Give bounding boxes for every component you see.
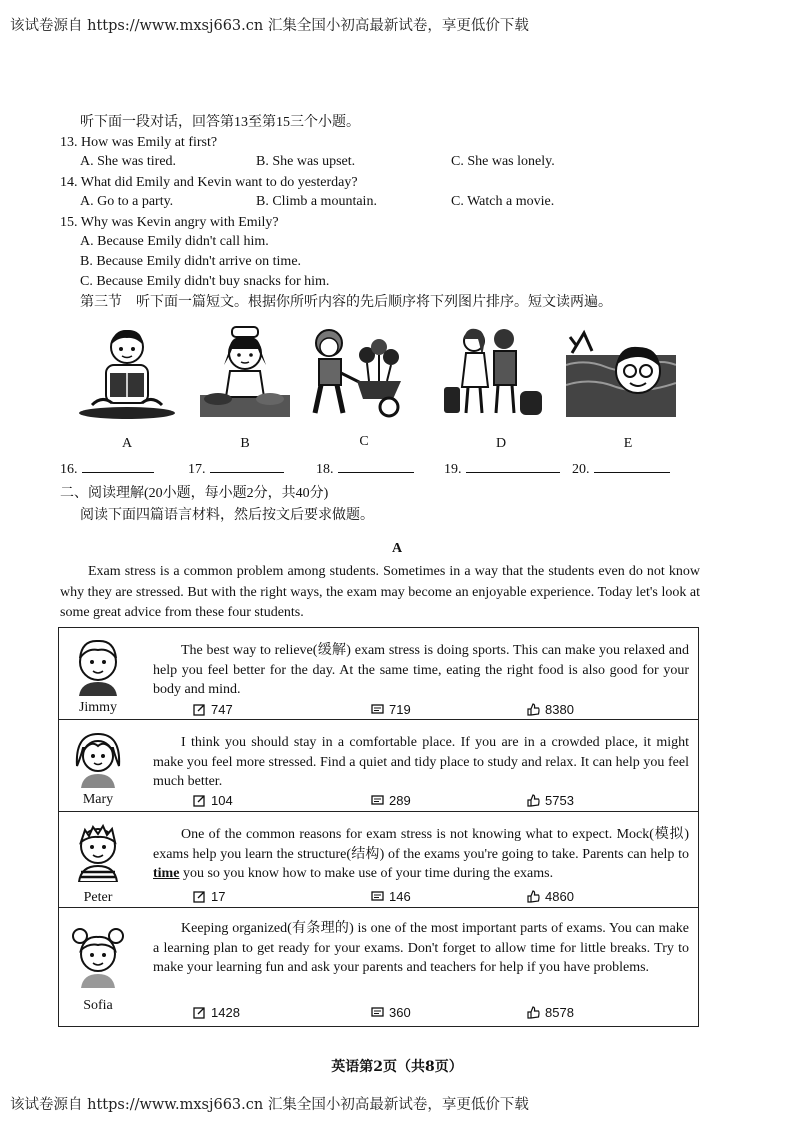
intro-paragraph: Exam stress is a common problem among students. Sometimes in a way that the students even do not know why they are stressed. But with the right ways, the exam may become an enjoyable experience. Today let's look at some great advice from these four students. [60, 564, 700, 620]
comment-icon [371, 890, 384, 903]
edit-icon [193, 890, 206, 903]
blank-number: 18. [316, 462, 334, 477]
comment-icon [371, 1006, 384, 1019]
comment-count[interactable]: 719 [371, 702, 411, 717]
q13-option-b: B. She was upset. [256, 154, 356, 169]
post-author: Jimmy [78, 700, 118, 715]
post-author: Sofia [83, 998, 113, 1013]
mary-avatar [67, 726, 129, 788]
q15-option-c: C. Because Emily didn't buy snacks for him. [80, 274, 330, 289]
like-count[interactable]: 5753 [527, 793, 574, 808]
q14-option-c: C. Watch a movie. [451, 194, 555, 209]
picture-label-c: C [359, 434, 369, 449]
answer-blank-20[interactable] [572, 458, 670, 478]
q13-option-a: A. She was tired. [80, 154, 177, 169]
edit-count[interactable]: 1428 [193, 1005, 240, 1020]
thumbs-up-icon [527, 1006, 540, 1019]
q13-option-c: C. She was lonely. [451, 154, 555, 169]
post-row-jimmy [59, 628, 698, 720]
swimming-girl-picture [566, 325, 676, 420]
post-row-mary [59, 720, 698, 812]
underlined-word: time [153, 866, 180, 881]
question-15: 15. Why was Kevin angry with Emily? [60, 215, 279, 230]
source-banner-top: 该试卷源自 https://www.mxsj663.cn 汇集全国小初高最新试卷，享更低价下载 [10, 18, 529, 34]
source-banner-bottom: 该试卷源自 https://www.mxsj663.cn 汇集全国小初高最新试卷，享更低价下载 [10, 1097, 529, 1113]
travelers-picture [440, 325, 550, 420]
sofia-avatar [67, 926, 129, 988]
picture-label-d: D [495, 436, 507, 451]
cooking-girl-picture [190, 325, 300, 420]
comment-count[interactable]: 146 [371, 889, 411, 904]
passage-label: A [391, 541, 403, 556]
post-text: The best way to relieve(缓解) exam stress is doing sports. This can make you relaxed and help you feel better for the day. At the same time, eating the right food is also good for your body and mind. [153, 643, 689, 697]
like-count[interactable]: 8578 [527, 1005, 574, 1020]
part2-instruction: 阅读下面四篇语言材料，然后按文后要求做题。 [80, 508, 374, 523]
edit-icon [193, 794, 206, 807]
comment-icon [371, 703, 384, 716]
like-count[interactable]: 4860 [527, 889, 574, 904]
edit-count[interactable]: 747 [193, 702, 233, 717]
section3-title: 第三节 听下面一篇短文。根据你所听内容的先后顺序将下列图片排序。短文读两遍。 [80, 295, 612, 310]
thumbs-up-icon [527, 703, 540, 716]
edit-icon [193, 1006, 206, 1019]
picture-label-e: E [623, 436, 633, 451]
answer-blank-17[interactable] [188, 458, 284, 478]
edit-icon [193, 703, 206, 716]
post-row-peter [59, 812, 698, 908]
reading-boy-picture [72, 325, 182, 420]
picture-label-a: A [121, 436, 133, 451]
post-text: I think you should stay in a comfortable place. If you are in a crowded place, it might make you feel more stressed. Find a quiet and tidy place to study and relax. It can help you feel much better. [153, 735, 689, 789]
post-row-sofia [59, 908, 698, 1025]
like-count[interactable]: 8380 [527, 702, 574, 717]
gardening-boy-picture [305, 325, 415, 420]
answer-blank-18[interactable] [316, 458, 414, 478]
answer-blank-19[interactable] [444, 458, 560, 478]
part2-title: 二、阅读理解(20小题，每小题2分，共40分) [60, 486, 329, 501]
comment-count[interactable]: 360 [371, 1005, 411, 1020]
edit-count[interactable]: 104 [193, 793, 233, 808]
dialog-intro: 听下面一段对话，回答第13至第15三个小题。 [80, 115, 360, 130]
blank-number: 16. [60, 462, 78, 477]
advice-table [58, 627, 699, 1027]
q14-option-a: A. Go to a party. [80, 194, 174, 209]
jimmy-avatar [67, 634, 129, 696]
post-author: Mary [82, 792, 114, 807]
q15-option-b: B. Because Emily didn't arrive on time. [80, 254, 302, 269]
post-text: Keeping organized(有条理的) is one of the most important parts of exams. You can make a learning plan to get ready for your exams. Don't forget to allow time for little breaks. Try to make your learning fun and ask your parents and teachers for help if you have problems. [153, 921, 689, 975]
question-13: 13. How was Emily at first? [60, 135, 218, 150]
page-footer: 英语第2页（共8页） [331, 1059, 463, 1075]
thumbs-up-icon [527, 890, 540, 903]
blank-number: 17. [188, 462, 206, 477]
comment-count[interactable]: 289 [371, 793, 411, 808]
picture-label-b: B [240, 436, 250, 451]
thumbs-up-icon [527, 794, 540, 807]
post-author: Peter [83, 890, 113, 905]
post-text: One of the common reasons for exam stress is not knowing what to expect. Mock(模拟) exams help you learn the structure(结构) of the exams you're going to take. Parents can help to time you so you know how to make use of your time during the exams. [153, 827, 689, 881]
comment-icon [371, 794, 384, 807]
q15-option-a: A. Because Emily didn't call him. [80, 234, 269, 249]
blank-number: 19. [444, 462, 462, 477]
blank-number: 20. [572, 462, 590, 477]
peter-avatar [67, 820, 129, 882]
edit-count[interactable]: 17 [193, 889, 225, 904]
question-14: 14. What did Emily and Kevin want to do yesterday? [60, 175, 358, 190]
q14-option-b: B. Climb a mountain. [256, 194, 377, 209]
answer-blank-16[interactable] [60, 458, 154, 478]
